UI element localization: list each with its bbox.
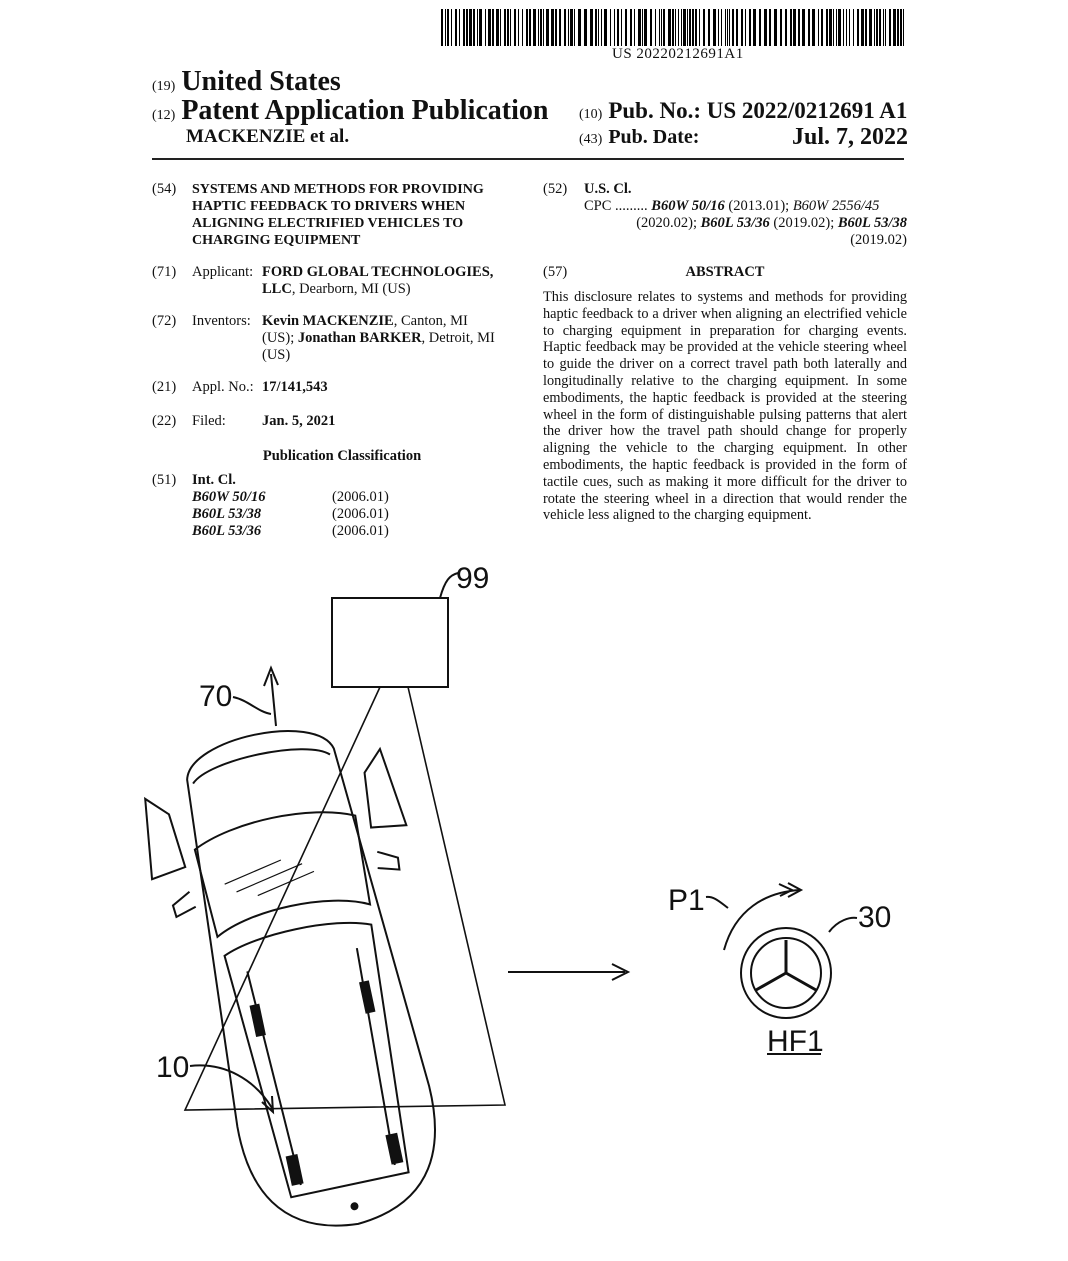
cpc-version-1: (2013.01);: [724, 198, 793, 214]
leader-p1: [706, 897, 728, 908]
barcode-bar: [708, 9, 710, 46]
barcode-bar: [514, 9, 516, 46]
barcode-bar: [718, 9, 719, 46]
barcode-bar: [802, 9, 805, 46]
barcode-bar: [625, 9, 627, 46]
barcode-bar: [846, 9, 847, 46]
inventor-1-country: (US);: [262, 330, 298, 346]
barcode-bar: [736, 9, 738, 46]
barcode-bar: [492, 9, 494, 46]
barcode-bar: [510, 9, 511, 46]
barcode-bar: [529, 9, 531, 46]
barcode-bar: [883, 9, 884, 46]
intcl-row: [192, 523, 522, 540]
barcode-bar: [721, 9, 722, 46]
label-99: 99: [456, 562, 490, 595]
cpc-class-4: B60L 53/38: [837, 215, 907, 231]
barcode-bar: [466, 9, 468, 46]
uscl-label: U.S. Cl.: [584, 181, 632, 197]
barcode-bar: [764, 9, 767, 46]
charging-equipment-box: [332, 598, 448, 687]
windshield: [192, 801, 374, 938]
rail-mark: [387, 1134, 403, 1163]
barcode-bar: [477, 9, 478, 46]
barcode-bar: [661, 9, 662, 46]
label-30: 30: [858, 901, 892, 934]
filed-label: Filed:: [192, 413, 226, 429]
inventors-label: Inventors:: [192, 313, 251, 329]
barcode-bar: [638, 9, 641, 46]
barcode-bar: [893, 9, 896, 46]
barcode-bar: [659, 9, 660, 46]
barcode-bar: [504, 9, 506, 46]
barcode-bar: [604, 9, 607, 46]
barcode-bar: [798, 9, 800, 46]
barcode-bar: [485, 9, 486, 46]
barcode-bar: [865, 9, 867, 46]
barcode-bar: [713, 9, 716, 46]
barcode-bar: [857, 9, 859, 46]
barcode-bar: [590, 9, 593, 46]
intcl-label: Int. Cl.: [192, 472, 236, 488]
barcode-bar: [812, 9, 815, 46]
barcode-bar: [732, 9, 734, 46]
intcl-class: B60L 53/38: [192, 506, 262, 522]
cpc-version-3: (2019.02);: [769, 215, 838, 231]
barcode-bar: [445, 9, 446, 46]
pubdate-label: Pub. Date:: [608, 126, 700, 148]
title-line: ALIGNING ELECTRIFIED VEHICLES TO: [192, 216, 464, 231]
barcode-bar: [500, 9, 501, 46]
applicant-name: FORD GLOBAL TECHNOLOGIES,: [262, 264, 494, 280]
barcode-bar: [818, 9, 819, 46]
barcode-bar: [668, 9, 671, 46]
barcode-bar: [725, 9, 726, 46]
intcl-row: [192, 506, 522, 523]
barcode-bar: [833, 9, 834, 46]
barcode-bar: [551, 9, 554, 46]
hood-line: [190, 740, 330, 784]
barcode-number: US 20220212691A1: [612, 46, 744, 62]
barcode-bar: [790, 9, 792, 46]
barcode-bar: [759, 9, 761, 46]
barcode-bar: [785, 9, 787, 46]
title-line: HAPTIC FEEDBACK TO DRIVERS WHEN: [192, 199, 466, 214]
cpc-class-3: B60L 53/36: [700, 215, 770, 231]
barcode-bar: [849, 9, 850, 46]
direction-arrow-70: [271, 674, 276, 726]
charging-zone: [185, 687, 505, 1110]
intcl-version: (2006.01): [332, 489, 389, 505]
cpc-version-2: (2020.02);: [636, 215, 701, 231]
pubno-code: (10): [579, 107, 603, 122]
vehicle-body: [158, 714, 454, 1244]
pubno-value: US 2022/0212691 A1: [706, 98, 908, 123]
barcode-bar: [555, 9, 557, 46]
appl-code: (21): [152, 379, 177, 395]
barcode-bar: [843, 9, 844, 46]
barcode-bar: [564, 9, 566, 46]
barcode-bar: [595, 9, 597, 46]
barcode-bar: [570, 9, 573, 46]
rail-mark: [360, 982, 374, 1013]
barcode-bar: [496, 9, 499, 46]
barcode-bar: [473, 9, 475, 46]
barcode-bar: [675, 9, 676, 46]
cpc-class-2: B60W 2556/45: [792, 198, 880, 214]
barcode-bar: [451, 9, 452, 46]
inventor-1: Kevin MACKENZIE: [262, 313, 394, 329]
cpc-class-1: B60W 50/16: [651, 198, 725, 214]
barcode-bar: [507, 9, 509, 46]
abstract-text: This disclosure relates to systems and methods for providing haptic feedback to a driver when aligning an electrified vehicle to charging equipment in preparation for charging events. Haptic feedback may be provided at the vehicle steering wheel to guide the driver on a correct travel path both laterally and longitudinally relative to the charging equipment. In some embodiments, the haptic feedback is provided at the steering wheel in the form of distinguishable pulsing patterns that alert the driver how the travel path should change for properly aligning the vehicle to the charging equipment. In other embodiments, the haptic feedback is provided in the form of tactile cues, such as making it more difficult for the driver to rotate the steering wheel in a direction that would render the vehicle less aligned to the charging equipment.: [543, 289, 907, 524]
intcl-row: [192, 489, 522, 506]
barcode-bar: [642, 9, 643, 46]
appl-label: Appl. No.:: [192, 379, 254, 395]
barcode-bar: [838, 9, 841, 46]
inventor-2-location: , Detroit, MI: [421, 330, 495, 346]
left-front-wheel: [135, 794, 186, 880]
uscl-code: (52): [543, 181, 568, 197]
appl-number: 17/141,543: [262, 379, 328, 395]
cpc-line-2: [584, 215, 907, 232]
barcode-bar: [568, 9, 569, 46]
barcode-bar: [903, 9, 904, 46]
barcode-bar: [869, 9, 872, 46]
intcl-class: B60W 50/16: [192, 489, 266, 505]
abstract-heading: ABSTRACT: [685, 264, 765, 280]
pubclass-heading: Publication Classification: [262, 448, 422, 464]
barcode-bar: [879, 9, 881, 46]
barcode: [441, 9, 906, 46]
intcl-table: [192, 489, 522, 541]
barcode-bar: [469, 9, 472, 46]
pub-number-line: [579, 98, 907, 124]
barcode-bar: [808, 9, 810, 46]
steering-wheel-spokes: [756, 940, 816, 990]
barcode-bar: [829, 9, 832, 46]
cpc-version-4: (2019.02): [850, 232, 907, 248]
country-code: (19): [152, 79, 176, 94]
barcode-bar: [538, 9, 539, 46]
barcode-bar: [578, 9, 581, 46]
barcode-bar: [741, 9, 743, 46]
barcode-bar: [488, 9, 491, 46]
pubtype-line: [152, 95, 548, 127]
barcode-bar: [692, 9, 694, 46]
barcode-bar: [543, 9, 544, 46]
rear-emblem: [351, 1203, 358, 1210]
barcode-bar: [455, 9, 457, 46]
pubdate-code: (43): [579, 132, 603, 147]
inventor-1-location: , Canton, MI: [393, 313, 468, 329]
invention-title: [192, 181, 522, 249]
barcode-bar: [441, 9, 443, 46]
title-line: SYSTEMS AND METHODS FOR PROVIDING: [192, 182, 484, 197]
barcode-bar: [463, 9, 465, 46]
barcode-bar: [826, 9, 828, 46]
barcode-bar: [753, 9, 756, 46]
country-line: [152, 66, 341, 98]
barcode-bar: [614, 9, 615, 46]
barcode-bar: [885, 9, 886, 46]
barcode-bar: [634, 9, 635, 46]
barcode-bar: [689, 9, 691, 46]
pubtype-code: (12): [152, 108, 176, 123]
barcode-bar: [621, 9, 622, 46]
barcode-bar: [683, 9, 686, 46]
country: United States: [181, 66, 341, 97]
intcl-class: B60L 53/36: [192, 523, 262, 539]
pub-date-line: [579, 126, 699, 149]
header-rule: [152, 158, 904, 160]
barcode-bar: [729, 9, 730, 46]
barcode-bar: [749, 9, 751, 46]
label-hf1: HF1: [767, 1025, 824, 1058]
title-code: (54): [152, 181, 177, 197]
pubdate-value: Jul. 7, 2022: [792, 124, 909, 150]
barcode-bar: [774, 9, 777, 46]
publication-type: Patent Application Publication: [181, 95, 549, 126]
barcode-bar: [699, 9, 700, 46]
pubno-label: Pub. No.:: [608, 98, 701, 123]
intcl-version: (2006.01): [332, 523, 389, 539]
applicant-location: , Dearborn, MI (US): [291, 281, 411, 297]
barcode-bar: [703, 9, 705, 46]
authors: MACKENZIE et al.: [186, 126, 350, 147]
right-front-wheel: [355, 747, 406, 833]
barcode-bar: [897, 9, 899, 46]
barcode-bar: [559, 9, 561, 46]
label-p1: P1: [668, 884, 705, 917]
barcode-bar: [678, 9, 679, 46]
barcode-bar: [540, 9, 542, 46]
applicant: [262, 264, 522, 298]
applicant-code: (71): [152, 264, 177, 280]
barcode-bar: [584, 9, 587, 46]
barcode-bar: [479, 9, 482, 46]
barcode-bar: [874, 9, 875, 46]
barcode-bar: [617, 9, 619, 46]
barcode-bar: [459, 9, 460, 46]
rail-mark: [251, 1005, 265, 1036]
barcode-bar: [447, 9, 449, 46]
left-mirror: [171, 891, 197, 917]
applicant-label: Applicant:: [192, 264, 254, 280]
barcode-bar: [598, 9, 599, 46]
label-70: 70: [199, 680, 233, 713]
barcode-bar: [853, 9, 854, 46]
barcode-bar: [518, 9, 519, 46]
barcode-bar: [861, 9, 864, 46]
barcode-bar: [821, 9, 823, 46]
rail-mark: [287, 1155, 303, 1184]
inventors: [262, 313, 522, 364]
barcode-bar: [526, 9, 528, 46]
barcode-bar: [727, 9, 728, 46]
barcode-bar: [663, 9, 665, 46]
right-mirror: [374, 848, 400, 874]
barcode-bar: [793, 9, 796, 46]
barcode-bar: [769, 9, 771, 46]
cpc-line-1: [584, 198, 907, 215]
barcode-bar: [695, 9, 697, 46]
barcode-bar: [610, 9, 611, 46]
barcode-bar: [533, 9, 536, 46]
barcode-bar: [546, 9, 549, 46]
barcode-bar: [601, 9, 602, 46]
pulse-arc-p1: [724, 890, 800, 950]
barcode-bar: [672, 9, 674, 46]
barcode-bar: [681, 9, 682, 46]
barcode-bar: [655, 9, 656, 46]
label-10: 10: [156, 1051, 190, 1084]
barcode-bar: [522, 9, 523, 46]
leader-70: [233, 697, 271, 714]
intcl-version: (2006.01): [332, 506, 389, 522]
barcode-bar: [650, 9, 652, 46]
intcl-code: (51): [152, 472, 177, 488]
barcode-bar: [630, 9, 632, 46]
patent-figure: [0, 555, 1068, 1261]
filed-code: (22): [152, 413, 177, 429]
applicant-name-2: LLC: [262, 281, 292, 297]
inventors-code: (72): [152, 313, 177, 329]
barcode-bar: [574, 9, 575, 46]
cpc-label: CPC .........: [584, 198, 648, 214]
barcode-bar: [644, 9, 647, 46]
filed-date: Jan. 5, 2021: [262, 413, 336, 429]
barcode-bar: [687, 9, 688, 46]
barcode-bar: [745, 9, 746, 46]
barcode-bar: [780, 9, 782, 46]
title-line: CHARGING EQUIPMENT: [192, 233, 361, 248]
inventor-2: Jonathan BARKER: [297, 330, 422, 346]
barcode-bar: [900, 9, 902, 46]
abstract-code: (57): [543, 264, 568, 280]
barcode-bar: [889, 9, 891, 46]
barcode-bar: [836, 9, 837, 46]
windshield-hatch: [222, 854, 316, 902]
leader-30: [829, 918, 857, 932]
barcode-bar: [876, 9, 878, 46]
inventor-2-country: (US): [262, 347, 291, 363]
